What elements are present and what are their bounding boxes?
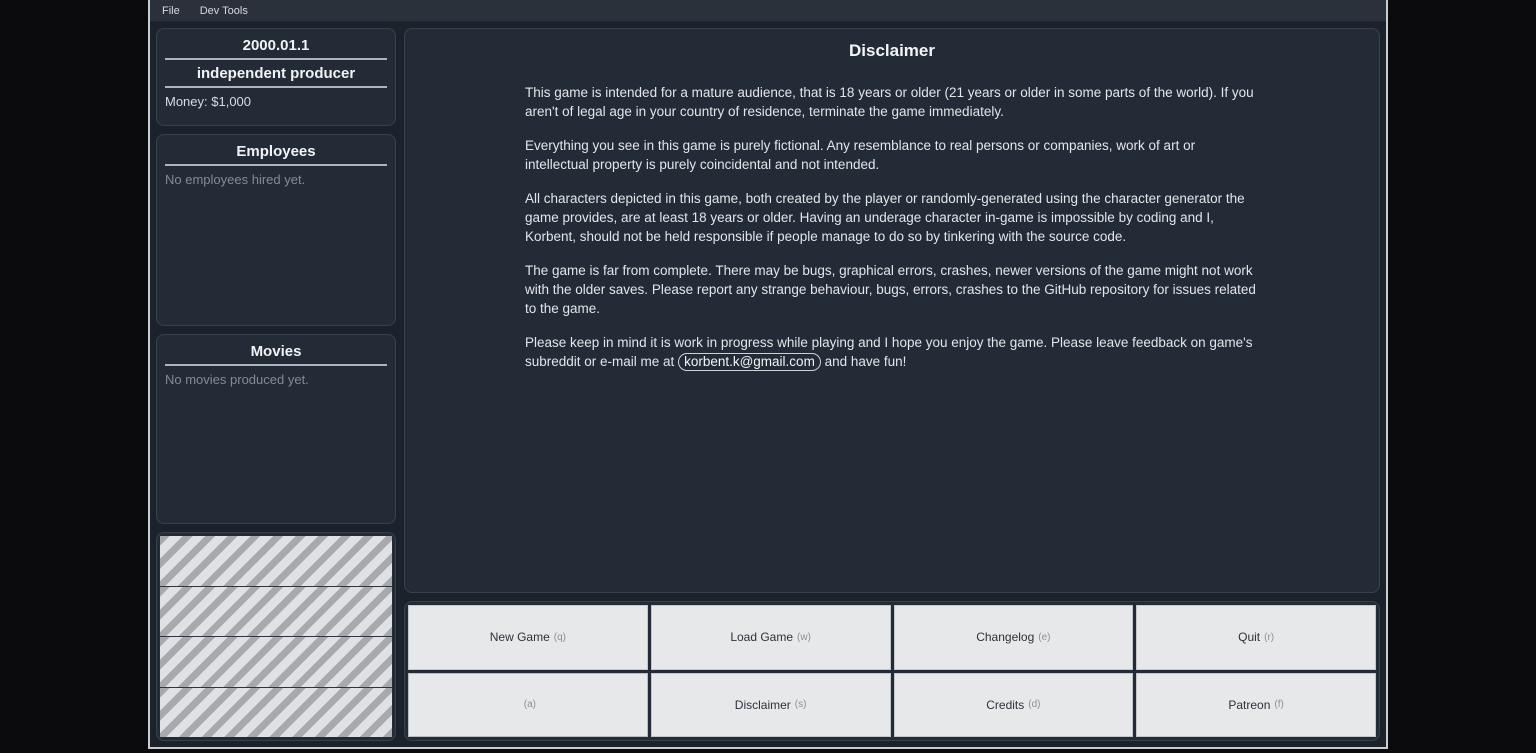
disabled-slot-hotkey: (a) (523, 699, 536, 711)
main-menu-buttons (404, 601, 1380, 741)
new-game-hotkey: (q) (553, 631, 566, 643)
new-game-button[interactable] (408, 605, 648, 670)
patreon-hotkey: (f) (1274, 699, 1284, 711)
locked-action-row (160, 688, 392, 738)
movies-empty-message: No movies produced yet. (165, 372, 309, 387)
credits-hotkey: (d) (1028, 699, 1041, 711)
disclaimer-body (423, 83, 1361, 371)
divider (165, 58, 387, 60)
disclaimer-paragraph: Everything you see in this game is purely fictional. Any resemblance to real persons or companies, work of art or intellectual property is purely coincidental and not intended. (525, 138, 1196, 172)
locked-action-row (160, 587, 392, 638)
disclaimer-panel (404, 28, 1380, 593)
changelog-button[interactable] (894, 605, 1134, 670)
load-game-label: Load Game (730, 630, 794, 645)
disabled-slot-button (408, 673, 648, 738)
divider (165, 364, 387, 366)
movies-panel (156, 334, 396, 524)
load-game-hotkey: (w) (797, 631, 811, 643)
quit-button[interactable] (1136, 605, 1376, 670)
locked-actions-panel (156, 532, 396, 741)
employees-empty-message: No employees hired yet. (165, 172, 306, 187)
credits-button[interactable] (894, 673, 1134, 738)
patreon-label: Patreon (1228, 697, 1271, 712)
load-game-button[interactable] (651, 605, 891, 670)
changelog-label: Changelog (976, 630, 1035, 645)
employees-panel (156, 134, 396, 326)
sidebar (156, 28, 396, 741)
changelog-hotkey: (e) (1038, 631, 1051, 643)
disclaimer-label: Disclaimer (734, 697, 791, 712)
money-value: Money: $1,000 (165, 94, 252, 109)
divider (165, 86, 387, 88)
window-body (150, 22, 1386, 747)
new-game-label: New Game (489, 630, 550, 645)
disclaimer-paragraph-contact (525, 333, 1261, 371)
credits-label: Credits (986, 697, 1025, 712)
disclaimer-paragraph: This game is intended for a mature audience, that is 18 years or older (21 years or older in some parts of the world). If you aren't of legal age in your country of residence, terminate the game immediately. (525, 85, 1254, 119)
contact-text-before: Please keep in mind it is work in progress while playing and I hope you enjoy the game. Please leave feedback on game's subreddit or e-mail me at (525, 335, 1253, 369)
application-window (148, 0, 1388, 749)
movies-title: Movies (250, 343, 302, 360)
game-date: 2000.01.1 (242, 37, 310, 54)
email-link[interactable]: korbent.k@gmail.com (678, 353, 821, 371)
status-panel (156, 28, 396, 126)
disclaimer-button[interactable] (651, 673, 891, 738)
menu-item-dev-tools[interactable]: Dev Tools (199, 4, 248, 17)
locked-action-row (160, 536, 392, 587)
locked-action-row (160, 637, 392, 688)
patreon-button[interactable] (1136, 673, 1376, 738)
page-title: Disclaimer (849, 41, 935, 60)
divider (165, 164, 387, 166)
disclaimer-hotkey: (s) (794, 699, 807, 711)
player-role: independent producer (196, 65, 356, 82)
quit-hotkey: (r) (1264, 631, 1275, 643)
disclaimer-paragraph: All characters depicted in this game, both created by the player or randomly-generated using the character generator the game provides, are at least 18 years or older. Having an underage character in-game is impossible by coding and I, Korbent, should not be held responsible if people manage to do so by tinkering with the source code. (525, 191, 1245, 244)
menu-item-file[interactable]: File (162, 4, 180, 17)
employees-title: Employees (236, 143, 316, 160)
main-column (404, 28, 1380, 741)
disclaimer-paragraph: The game is far from complete. There may be bugs, graphical errors, crashes, newer versions of the game might not work with the older saves. Please report any strange behaviour, bugs, errors, crashes to the GitHub repository for issues related to the game. (525, 263, 1256, 316)
contact-text-after: and have fun! (820, 354, 907, 369)
menu-bar (150, 0, 1386, 22)
quit-label: Quit (1238, 630, 1261, 645)
